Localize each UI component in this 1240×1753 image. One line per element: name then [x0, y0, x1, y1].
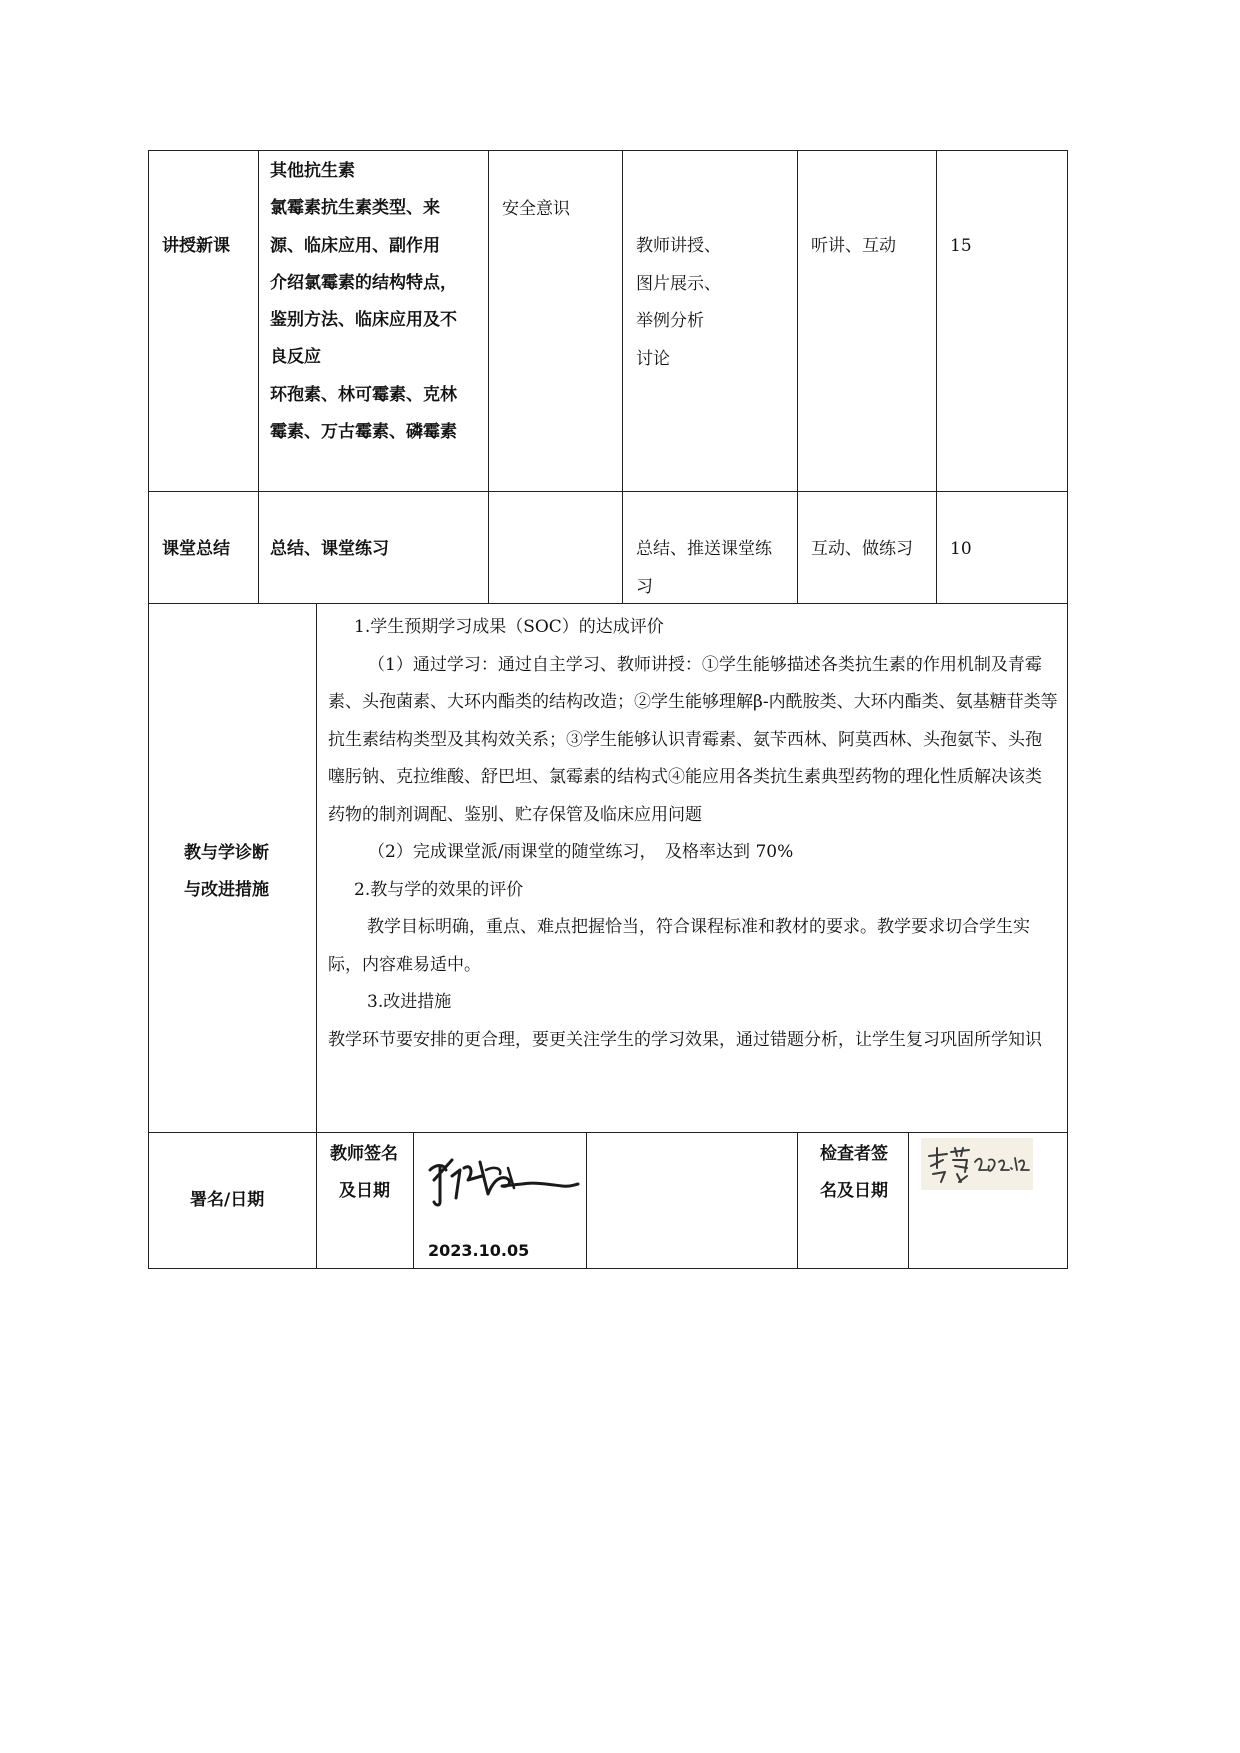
content-line: 其他抗生素 [270, 161, 355, 181]
activity-line: 总结、推送课堂练 [636, 539, 772, 559]
col-divider-sign-4 [908, 1132, 909, 1269]
label-line: 教与学诊断 [184, 843, 269, 863]
item-practice: （2）完成课堂派/雨课堂的随堂练习， 及格率达到 70% [368, 842, 794, 862]
signature-label: 署名/日期 [190, 1190, 265, 1210]
content-line: 介绍氯霉素的结构特点， [270, 272, 457, 293]
table-border-right [1067, 150, 1068, 1269]
content-line: 源、临床应用、副作用 [270, 235, 440, 256]
heading-soc: 1.学生预期学习成果（SOC）的达成评价 [354, 617, 664, 637]
activity-line: 习 [636, 576, 653, 597]
col-divider-sign-2 [586, 1132, 587, 1269]
table-border-bottom [148, 1268, 1068, 1269]
col-divider-4 [797, 150, 798, 604]
content-line: 鉴别方法、临床应用及不 [270, 310, 457, 331]
diagnosis-label [184, 835, 269, 909]
improvement-text: 教学环节要安排的更合理，要更关注学生的学习效果，通过错题分析，让学生复习巩固所学知识 [328, 1029, 1042, 1050]
row-divider-new-lesson [148, 491, 1068, 492]
label-line: 及日期 [339, 1181, 390, 1201]
checker-sign-label [820, 1136, 888, 1210]
new-lesson-minutes: 15 [950, 236, 972, 256]
heading-effect: 2.教与学的效果的评价 [354, 879, 524, 900]
new-lesson-student-activity: 听讲、互动 [811, 236, 896, 256]
teacher-sign-label [330, 1136, 398, 1210]
checker-signature-image [921, 1138, 1033, 1190]
activity-line: 图片展示、 [636, 273, 721, 294]
activity-line: 举例分析 [636, 311, 704, 331]
heading-improvement: 3.改进措施 [367, 992, 452, 1012]
content-line: 氯霉素抗生素类型、来 [270, 198, 440, 219]
col-divider-3 [622, 150, 623, 604]
col-divider-sign-1 [413, 1132, 414, 1269]
new-lesson-label: 讲授新课 [162, 236, 230, 256]
content-line: 环孢素、林可霉素、克林 [270, 384, 457, 405]
content-line: 良反应 [270, 347, 321, 368]
row-divider-summary [148, 603, 1068, 604]
label-line: 与改进措施 [184, 880, 269, 900]
new-lesson-teacher-activity [636, 228, 721, 378]
effect-text: 教学目标明确，重点、难点把握恰当，符合课程标准和教材的要求。教学要求切合学生实际，内容难易适中。 [328, 917, 1030, 975]
summary-teacher-activity [636, 531, 772, 606]
table-border-top [148, 150, 1068, 151]
col-divider-1 [258, 150, 259, 604]
diagnosis-body [328, 609, 1058, 1059]
new-lesson-ideology: 安全意识 [502, 199, 570, 219]
col-divider-lower-1 [316, 603, 317, 1269]
new-lesson-content [270, 153, 457, 451]
label-line: 教师签名 [330, 1144, 398, 1164]
row-divider-diagnosis [148, 1132, 1068, 1133]
table-border-left [148, 150, 149, 1269]
col-divider-5 [936, 150, 937, 604]
teacher-signature-image [422, 1140, 582, 1215]
label-line: 检查者签 [820, 1144, 888, 1164]
item-learning: （1）通过学习：通过自主学习、教师讲授：①学生能够描述各类抗生素的作用机制及青霉素、头孢菌素、大环内酯类的结构改造；②学生能够理解β-内酰胺类、大环内酯类、氨基糖苷类等抗生素结构类型及其构效关系；③学生能够认识青霉素、氨苄西林、阿莫西林、头孢氨苄、头孢噻肟钠、克拉维酸、舒巴坦、氯霉素的结构式④能应用各类抗生素典型药物的理化性质解决该类药物的制剂调配、鉴别、贮存保管及临床应用问题 [328, 654, 1058, 825]
activity-line: 教师讲授、 [636, 236, 721, 256]
activity-line: 讨论 [636, 348, 670, 369]
summary-minutes: 10 [950, 539, 972, 559]
col-divider-2 [488, 150, 489, 604]
content-line: 霉素、万古霉素、磷霉素 [270, 422, 457, 443]
label-line: 名及日期 [820, 1181, 888, 1201]
teacher-sign-date: 2023.10.05 [428, 1241, 530, 1260]
col-divider-sign-3 [797, 1132, 798, 1269]
summary-label: 课堂总结 [162, 539, 230, 559]
summary-student-activity: 互动、做练习 [811, 539, 913, 559]
summary-content: 总结、课堂练习 [270, 539, 389, 559]
